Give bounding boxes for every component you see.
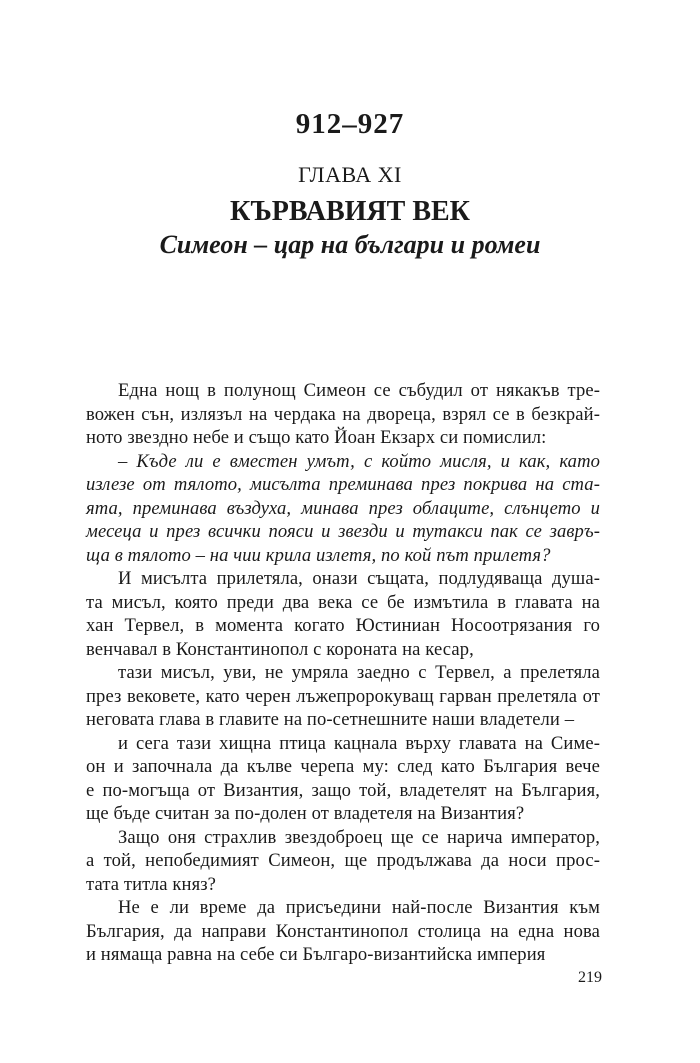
text-line: и нямаща равна на себе си Българо-византийска империя [86, 944, 546, 965]
text-line: И мисълта прилетяла, онази същата, подлудяваща душа- [118, 568, 600, 589]
chapter-years: 912–927 [295, 108, 405, 140]
text-line: тази мисъл, уви, не умряла заедно с Тервел, а прелетяла [118, 662, 600, 683]
chapter-number: ГЛАВА XI [298, 162, 402, 187]
text-line: ще бъде считан за по-долен от владетеля на Византия? [86, 803, 525, 824]
text-line: ята, преминава въздуха, минава през облаците, слънцето и [86, 497, 600, 519]
body-text [86, 379, 600, 967]
text-line: вожен сън, излязъл на чердака на двореца, взрял се в безкрай- [86, 403, 600, 425]
text-line: Защо оня страхлив звездоброец ще се нарича император, [118, 826, 600, 848]
text-line: ното звездно небе и също като Йоан Екзарх си помислил: [86, 427, 547, 448]
text-line: през вековете, като черен лъжепророкуващ гарван прелетяла от [86, 685, 600, 707]
text-line: – Къде ли е вместен умът, с който мисля, и как, като [118, 450, 600, 472]
text-line: излезе от тялото, мисълта преминава през покрива на ста- [86, 474, 600, 495]
page-number: 219 [578, 969, 602, 986]
text-line: и сега тази хищна птица кацнала върху главата на Симе- [118, 732, 600, 754]
text-line: он и започнала да кълве черепа му: след като България вече [86, 756, 600, 777]
text-line: Една нощ в полунощ Симеон се събудил от някакъв тре- [118, 380, 600, 401]
text-line: е по-могъща от Византия, защо той, владетелят на България, [86, 779, 600, 801]
text-line: та мисъл, която преди два века се бе измътила в главата на [86, 591, 600, 613]
text-line: ща в тялото – на чии крила излетя, по кой път прилетя? [86, 544, 551, 566]
text-line: България, да направи Константинопол столица на една нова [86, 920, 600, 942]
chapter-subtitle: Симеон – цар на българи и ромеи [159, 230, 541, 259]
text-line: месеца и през всички пояси и звезди и тутакси пак се завръ- [86, 521, 600, 542]
text-line: неговата глава в главите на по-сетнешните наши владетели – [86, 709, 575, 730]
text-line: а той, непобедимият Симеон, ще продължава да носи прос- [86, 850, 600, 871]
chapter-title: КЪРВАВИЯТ ВЕК [230, 196, 470, 227]
text-line: тата титла княз? [86, 873, 217, 895]
text-line: венчавал в Константинопол с короната на кесар, [86, 638, 474, 660]
text-line: хан Тервел, в момента когато Юстиниан Носоотрязания го [86, 615, 600, 636]
text-line: Не е ли време да присъедини най-после Византия към [118, 897, 600, 918]
